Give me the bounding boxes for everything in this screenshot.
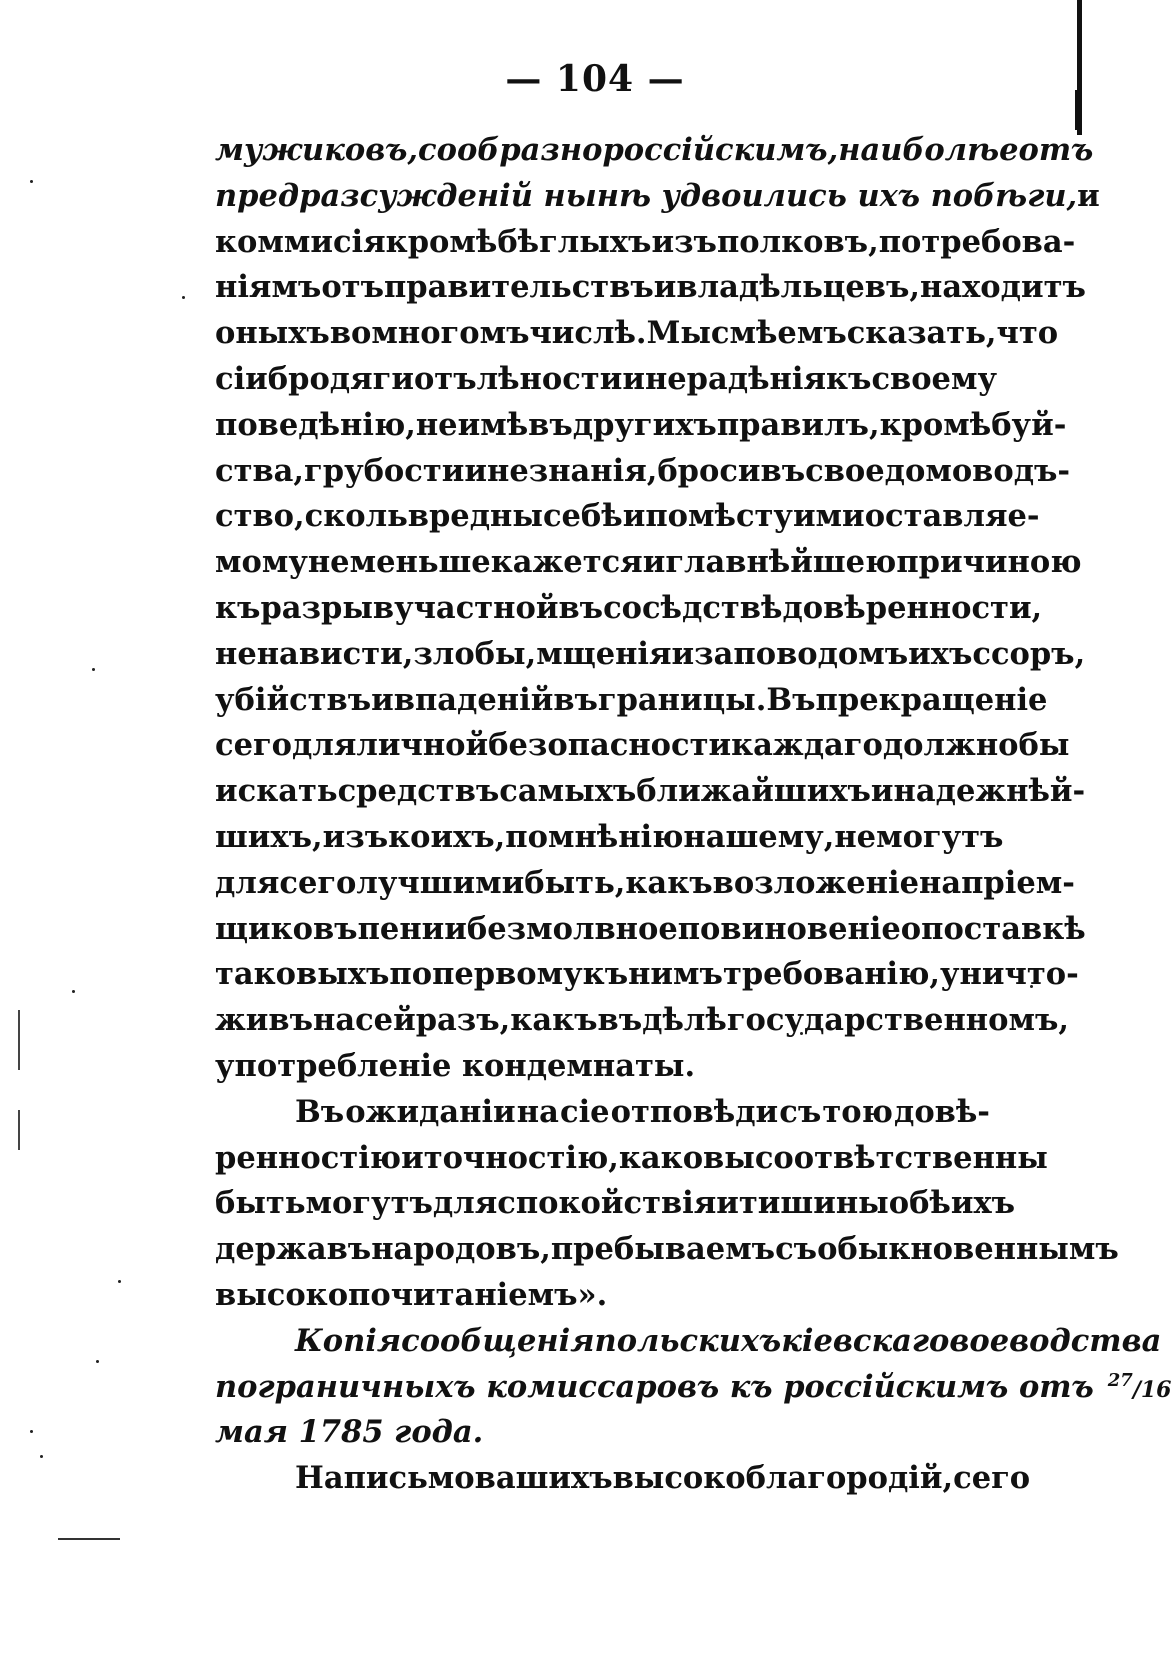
margin-tick <box>18 1110 20 1150</box>
scan-speck <box>40 1455 43 1458</box>
text-segment: державъ народовъ, пребываемъ съ обыкновеннымъ <box>215 1231 1119 1268</box>
text-line <box>215 1410 990 1456</box>
text-line <box>215 403 1067 449</box>
text-segment: ства, грубости и незнанія, бросивъ свое домоводъ- <box>215 452 1071 489</box>
text-line <box>215 540 1082 586</box>
text-line <box>215 1273 990 1319</box>
text-line <box>215 1136 1048 1182</box>
page-number: — 104 — <box>505 58 685 100</box>
text-segment: щиковъ пени и безмолвное повиновеніе о поставкѣ <box>215 910 1086 947</box>
text-segment: высокопочитаніемъ». <box>215 1276 608 1313</box>
text-line <box>215 1090 990 1136</box>
paragraph <box>215 128 1100 1090</box>
text-segment: мая 1785 года. <box>215 1414 484 1451</box>
text-segment: мому не меньше кажется и главнѣйшею причиною <box>215 544 1082 581</box>
text-line <box>215 174 1100 220</box>
text-segment: быть могутъ для спокойствія и тишины обѣихъ <box>215 1185 1016 1222</box>
margin-tick <box>18 1010 20 1070</box>
text-line <box>215 861 1075 907</box>
scan-speck <box>92 668 95 671</box>
text-segment: убійствъ и впаденій въ границы. Въ прекращеніе <box>215 681 1048 718</box>
text-line <box>215 1456 1031 1502</box>
text-line <box>215 586 1043 632</box>
text-segment: искать средствъ самыхъ ближайшихъ и надежнѣй- <box>215 773 1086 810</box>
scan-speck <box>72 990 75 993</box>
text-line <box>215 907 1086 953</box>
text-segment: и <box>1077 177 1100 214</box>
italic-segment: предразсужденій нынѣ удвоились ихъ побѣги, <box>215 177 1078 214</box>
text-segment: Копія сообщенія польскихъ кіевскаго воеводства <box>295 1322 1162 1359</box>
text-line <box>215 311 1059 357</box>
text-segment: для сего лучшими быть, какъ возложеніе на пріем- <box>215 864 1075 901</box>
scan-speck <box>118 1280 121 1283</box>
text-segment: ренностію и точностію, каковы соотвѣтственны <box>215 1139 1048 1176</box>
text-line <box>215 1365 1171 1411</box>
text-line <box>215 357 997 403</box>
text-line <box>215 769 1086 815</box>
text-segment: къ разрыву частной въ сосѣдствѣ довѣренности, <box>215 589 1043 626</box>
paragraph <box>215 1090 1119 1319</box>
text-segment: ство, сколь вредны себѣ и по мѣсту ими оставляе- <box>215 498 1040 535</box>
text-line <box>215 449 1071 495</box>
text-segment: поведѣнію, не имѣвъ другихъ правилъ, кромѣ буй- <box>215 406 1067 443</box>
text-line <box>215 128 1094 174</box>
scan-speck <box>182 296 185 299</box>
text-line <box>215 220 1076 266</box>
margin-rule <box>58 1538 120 1540</box>
paragraph <box>215 1319 1171 1456</box>
page-body <box>215 128 1171 1502</box>
paragraph <box>215 1456 1031 1502</box>
text-line <box>215 1227 1119 1273</box>
text-line <box>215 678 1048 724</box>
text-line <box>215 1181 1016 1227</box>
text-segment: мужиковъ, сообразно россійскимъ, наиболѣе отъ <box>215 132 1094 168</box>
text-segment: оныхъ во многомъ числѣ. Мы смѣемъ сказать, что <box>215 315 1059 352</box>
text-segment: ненависти, злобы, мщенія и за поводомъ ихъ ссоръ, <box>215 635 1086 672</box>
text-line <box>215 723 1070 769</box>
text-segment: пограничныхъ комиссаровъ къ россійскимъ отъ <box>215 1368 1094 1405</box>
text-line <box>215 632 1086 678</box>
date-day-fraction: /16 <box>1132 1376 1171 1403</box>
text-segment: живъ на сей разъ, какъ въ дѣлѣ государственномъ, <box>215 1002 1069 1039</box>
scan-speck <box>30 180 33 183</box>
text-segment: употребленіе кондемнаты. <box>215 1047 696 1084</box>
text-segment: таковыхъ по первому къ нимъ требованію, уничто- <box>215 956 1079 993</box>
text-segment: ніямъ отъ правительствъ и владѣльцевъ, находитъ <box>215 269 1086 306</box>
text-line <box>215 1044 990 1090</box>
text-line <box>215 265 1086 311</box>
date-day-superscript: 27 <box>1107 1369 1133 1391</box>
text-segment: сего для личной безопасности каждаго должно бы <box>215 727 1070 764</box>
text-segment: Въ ожиданіи на сіе отповѣди съ тою довѣ- <box>295 1093 990 1130</box>
text-segment: На письмо вашихъ высокоблагородій, сего <box>295 1460 1031 1497</box>
text-line <box>215 815 1004 861</box>
scan-speck <box>30 1430 33 1433</box>
scan-speck <box>96 1360 99 1363</box>
text-segment: шихъ, изъ коихъ, по мнѣнію нашему, не могутъ <box>215 818 1004 855</box>
text-line <box>215 998 1069 1044</box>
text-line <box>215 952 1079 998</box>
text-line <box>215 494 1040 540</box>
text-line <box>215 1319 1162 1365</box>
text-segment: коммисія кромѣ бѣглыхъ изъ полковъ, по требова- <box>215 223 1076 260</box>
text-segment: сіи бродяги отъ лѣности и нерадѣнія къ своему <box>215 360 997 397</box>
